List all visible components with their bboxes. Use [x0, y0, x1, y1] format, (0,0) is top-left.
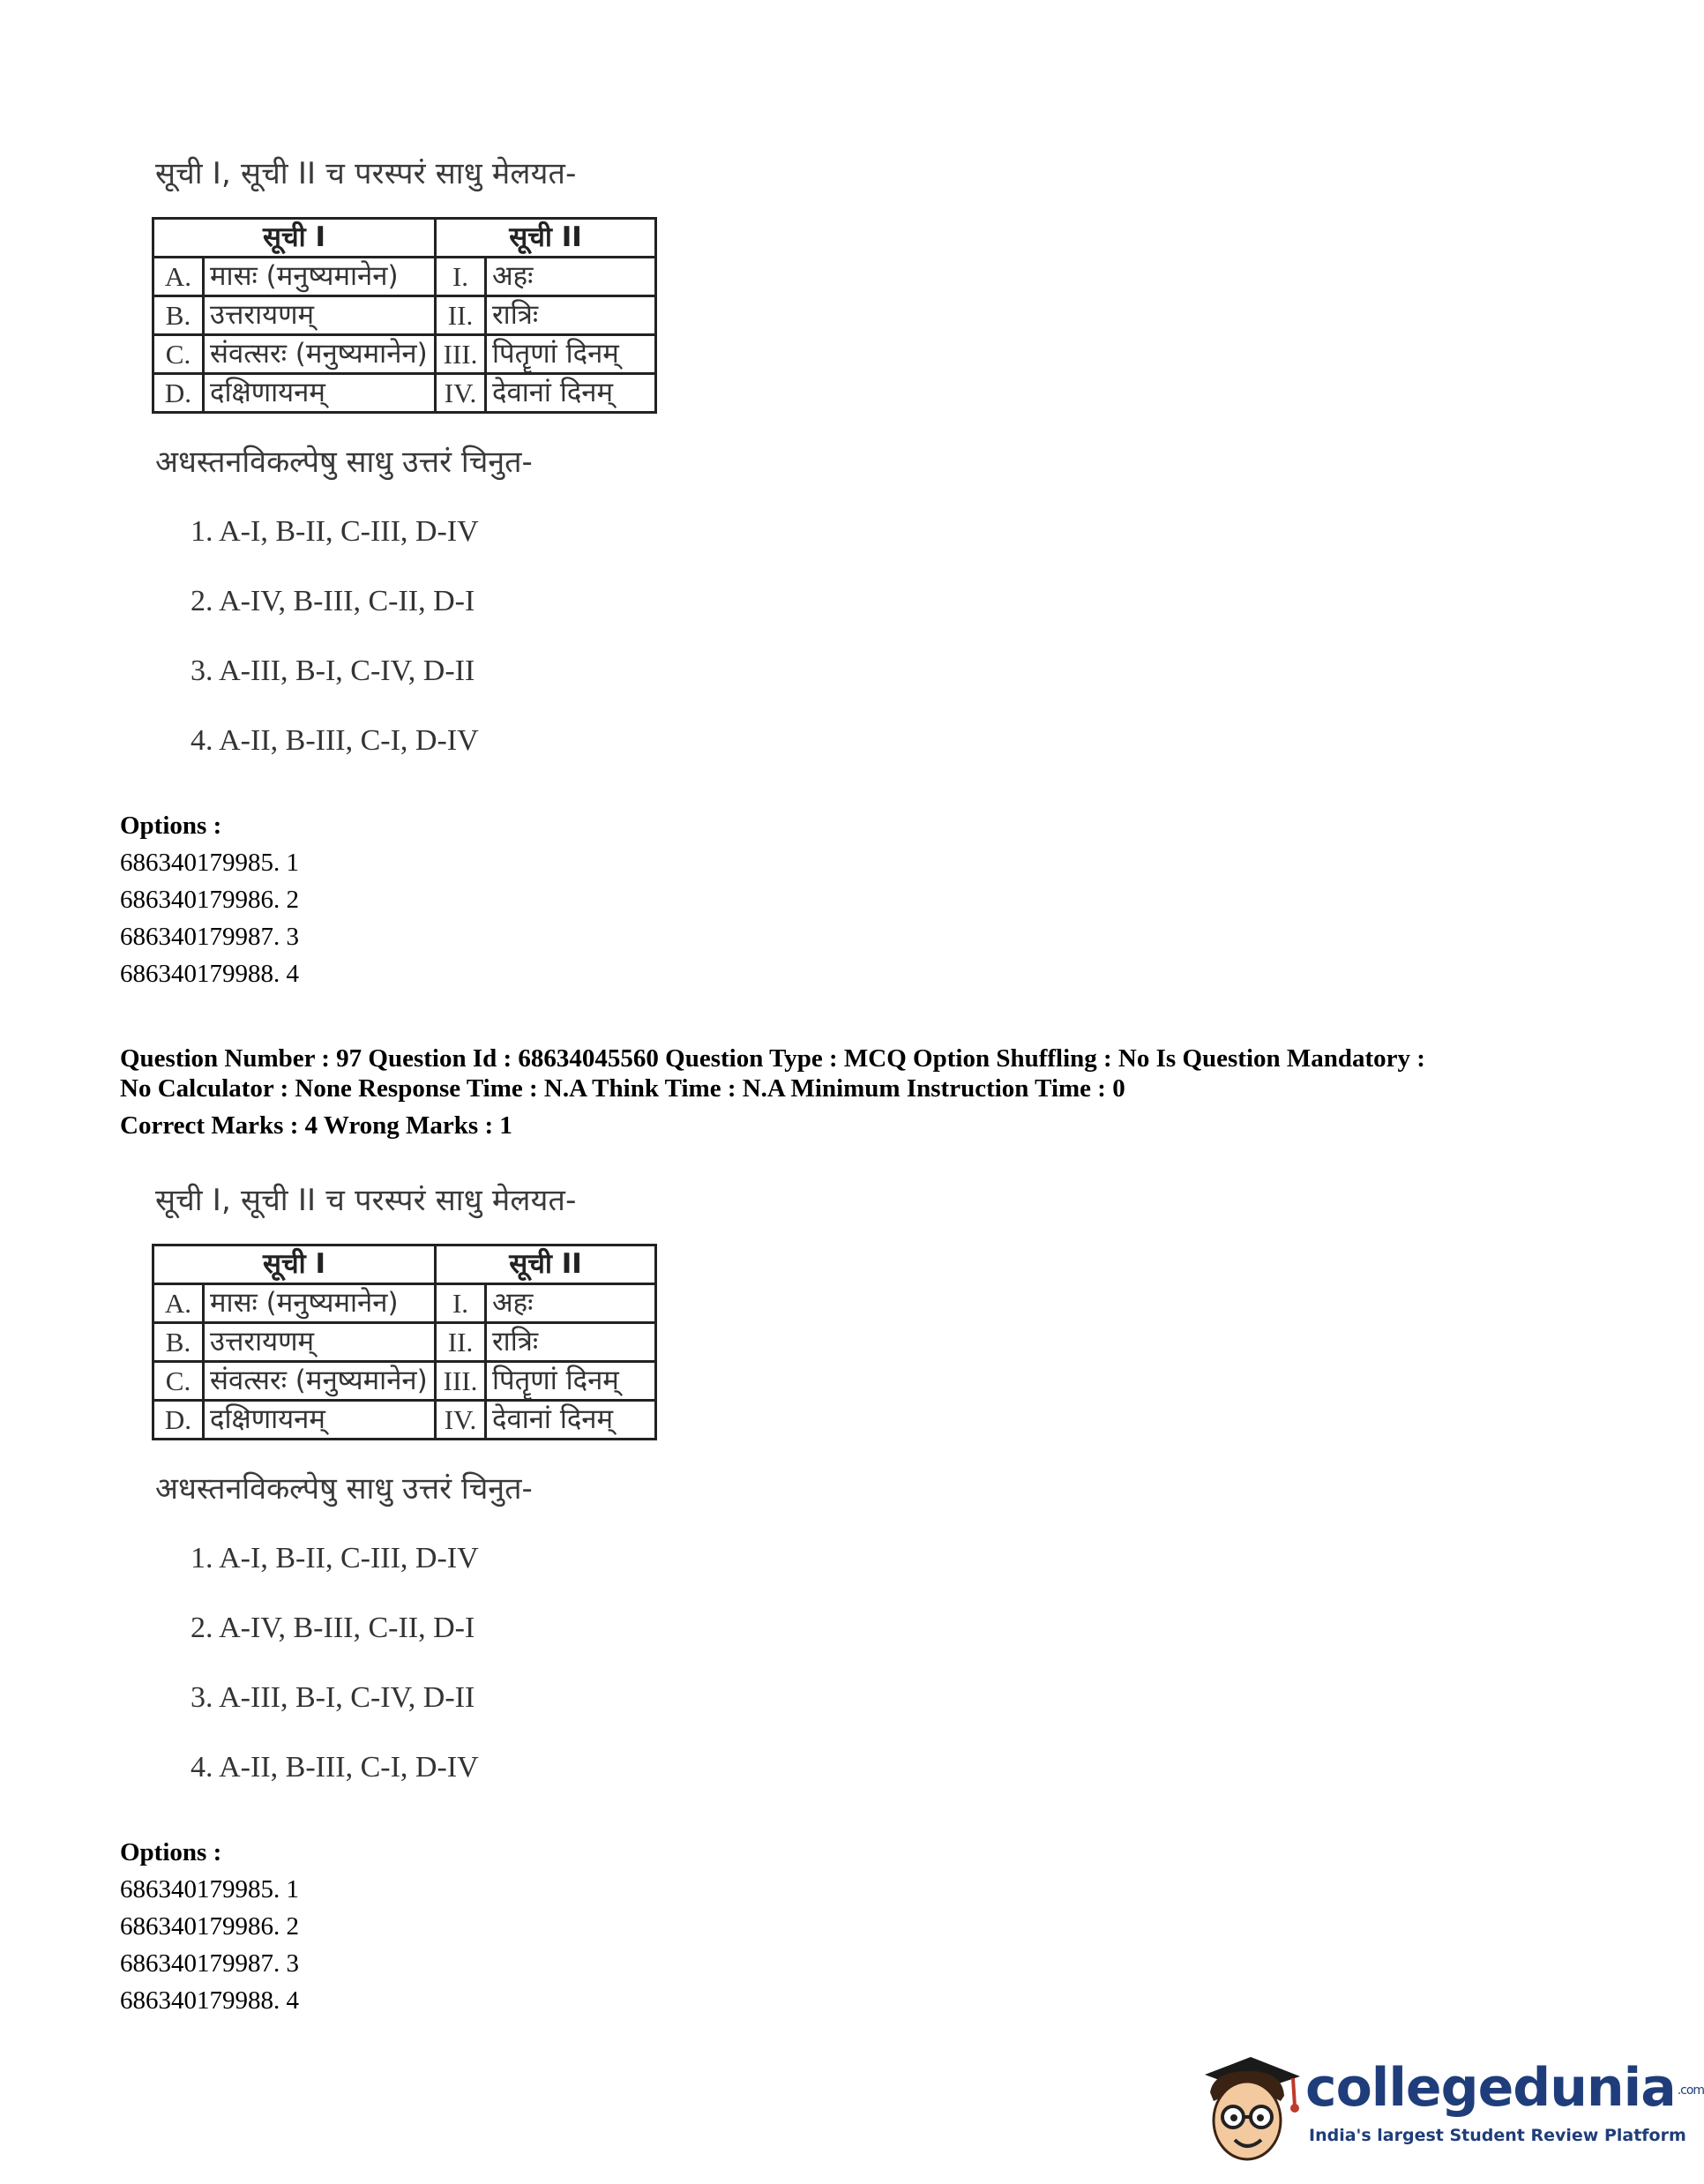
row-item-list-2: रात्रिः [486, 1323, 656, 1362]
choice-item: 3. A-III, B-I, C-IV, D-II [191, 1681, 475, 1714]
row-item-list-1: संवत्सरः (मनुष्यमानेन) [204, 335, 436, 374]
option-item: 686340179985. 1 [120, 849, 299, 877]
question-title: सूची I, सूची II च परस्परं साधु मेलयत- [155, 1183, 577, 1218]
question-title: सूची I, सूची II च परस्परं साधु मेलयत- [155, 156, 577, 191]
table-row [153, 258, 656, 296]
options-list-b [120, 1834, 299, 2019]
option-item: 686340179988. 4 [120, 1986, 299, 2015]
row-item-list-1: दक्षिणायनम् [204, 1401, 436, 1440]
options-heading: Options : [120, 1838, 222, 1866]
table-row [153, 374, 656, 413]
row-label: II. [436, 296, 486, 335]
choice-item: 3. A-III, B-I, C-IV, D-II [191, 654, 475, 687]
row-item-list-2: अहः [486, 258, 656, 296]
table-row [153, 1323, 656, 1362]
meta-marks: Correct Marks : 4 Wrong Marks : 1 [120, 1111, 512, 1140]
choice-item: 2. A-IV, B-III, C-II, D-I [191, 1612, 475, 1644]
meta-line: No Calculator : None Response Time : N.A Think Time : N.A Minimum Instruction Time : 0 [120, 1074, 1125, 1103]
row-label: I. [436, 1284, 486, 1323]
table-row [153, 296, 656, 335]
match-table [152, 1244, 657, 1440]
row-label: D. [153, 1401, 204, 1440]
logo-tagline: India's largest Student Review Platform [1309, 2126, 1686, 2145]
row-label: B. [153, 296, 204, 335]
row-label: IV. [436, 1401, 486, 1440]
option-item: 686340179988. 4 [120, 960, 299, 988]
row-label: A. [153, 1284, 204, 1323]
option-item: 686340179986. 2 [120, 1912, 299, 1941]
table-header-list-2: सूची II [436, 219, 656, 258]
question-meta [120, 1043, 1531, 1141]
table-row [153, 335, 656, 374]
row-label: A. [153, 258, 204, 296]
row-item-list-1: दक्षिणायनम् [204, 374, 436, 413]
row-label: C. [153, 335, 204, 374]
option-item: 686340179987. 3 [120, 923, 299, 951]
option-item: 686340179985. 1 [120, 1875, 299, 1904]
row-item-list-2: देवानां दिनम् [486, 1401, 656, 1440]
option-item: 686340179987. 3 [120, 1949, 299, 1978]
table-row [153, 1401, 656, 1440]
question-instruction: अधस्तनविकल्पेषु साधु उत्तरं चिनुत- [155, 445, 533, 480]
choice-item: 1. A-I, B-II, C-III, D-IV [191, 515, 479, 548]
row-item-list-2: रात्रिः [486, 296, 656, 335]
row-item-list-1: मासः (मनुष्यमानेन) [204, 258, 436, 296]
row-label: I. [436, 258, 486, 296]
choice-item: 1. A-I, B-II, C-III, D-IV [191, 1542, 479, 1574]
question-instruction: अधस्तनविकल्पेषु साधु उत्तरं चिनुत- [155, 1471, 533, 1507]
table-header-list-1: सूची I [153, 219, 436, 258]
row-item-list-2: अहः [486, 1284, 656, 1323]
row-item-list-1: संवत्सरः (मनुष्यमानेन) [204, 1362, 436, 1401]
row-label: B. [153, 1323, 204, 1362]
row-item-list-2: देवानां दिनम् [486, 374, 656, 413]
collegedunia-logo [1196, 2045, 1704, 2168]
question-block-b [152, 1178, 787, 1802]
choice-list [191, 1523, 787, 1802]
option-item: 686340179986. 2 [120, 886, 299, 914]
row-label: D. [153, 374, 204, 413]
row-label: III. [436, 335, 486, 374]
options-list-a [120, 807, 299, 992]
logo-suffix: .com [1677, 2083, 1704, 2098]
row-item-list-1: उत्तरायणम् [204, 296, 436, 335]
table-header-list-2: सूची II [436, 1245, 656, 1284]
row-item-list-1: मासः (मनुष्यमानेन) [204, 1284, 436, 1323]
match-table [152, 217, 657, 414]
choice-item: 2. A-IV, B-III, C-II, D-I [191, 585, 475, 617]
meta-line: Question Number : 97 Question Id : 68634045560 Question Type : MCQ Option Shuffling : No Is Question Mandatory : [120, 1044, 1425, 1073]
row-item-list-1: उत्तरायणम् [204, 1323, 436, 1362]
options-heading: Options : [120, 812, 222, 840]
choice-item: 4. A-II, B-III, C-I, D-IV [191, 1751, 479, 1784]
mascot-icon [1196, 2045, 1302, 2168]
row-item-list-2: पितॄणां दिनम् [486, 1362, 656, 1401]
table-row [153, 1284, 656, 1323]
choice-list [191, 497, 787, 775]
table-header-list-1: सूची I [153, 1245, 436, 1284]
row-label: III. [436, 1362, 486, 1401]
row-label: IV. [436, 374, 486, 413]
logo-wordmark: collegedunia .com [1305, 2057, 1704, 2119]
row-item-list-2: पितॄणां दिनम् [486, 335, 656, 374]
row-label: II. [436, 1323, 486, 1362]
question-block-a [152, 152, 787, 775]
table-row [153, 1362, 656, 1401]
choice-item: 4. A-II, B-III, C-I, D-IV [191, 724, 479, 757]
row-label: C. [153, 1362, 204, 1401]
